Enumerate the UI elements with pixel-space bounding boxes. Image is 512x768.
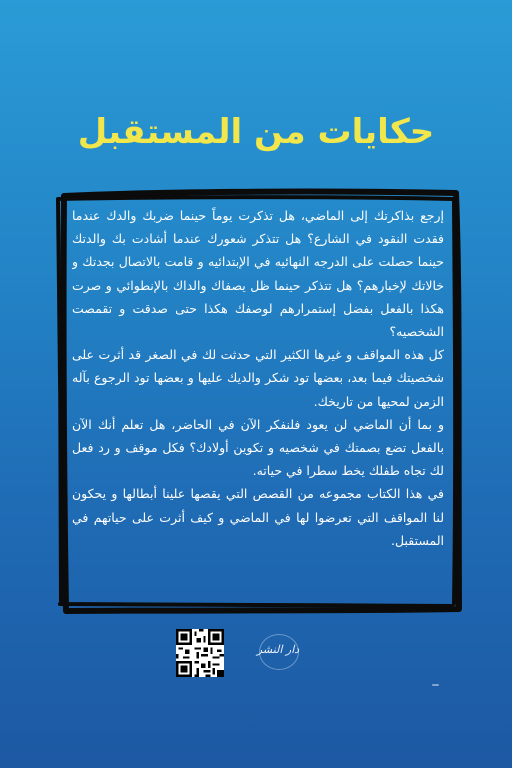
qr-code-icon xyxy=(176,629,224,677)
paragraph: في هذا الكتاب مجموعه من القصص التي يقصها علينا أبطالها و يحكون لنا المواقف التي تعرضوا لها في الماضي و كيف أثرت على حياتهم في المستقبل. xyxy=(72,486,444,548)
publisher-logo-icon xyxy=(255,632,301,670)
book-title: حكايات من المستقبل xyxy=(77,112,435,152)
paragraph: إرجع بذاكرتك إلى الماضي، هل تذكرت يوماً حينما ضربك والدك عندما فقدت النقود في الشارع؟ هل تتذكر شعورك عندما أشادت بك والدتك حينما حصلت على الدرجه النهائيه في الإبتدائيه و قامت بالاتصال بجدتك و خالاتك لإخبارهم؟ هل تتذكر حينما ظل يصفاك والداك بالإنطوائي و صرت هكذا بالفعل بفضل إستمرارهم لوصفك هكذا حتى صدقت و تقمصت الشخصيه؟ xyxy=(72,208,444,340)
publisher-logo-text: دار النشر xyxy=(256,643,300,656)
paragraph: و بما أن الماضي لن يعود فلنفكر الآن في الحاضر، هل تعلم أنك الآن بالفعل تضع بصمتك في شخصيه و تكوين أولادك؟ فكل موقف و رد فعل لك تجاه طفلك يخط سطرا في حياته. xyxy=(72,416,444,479)
back-cover-text xyxy=(72,204,444,600)
decorative-mark xyxy=(432,684,439,686)
paragraph: كل هذه المواقف و غيرها الكثير التي حدثت لك في الصغر قد أثرت على شخصيتك فيما بعد، بعضها تود شكر والديك عليها و بعضها تود الرجوع بآله الزمن لمحيها من تاريخك. xyxy=(72,347,444,409)
